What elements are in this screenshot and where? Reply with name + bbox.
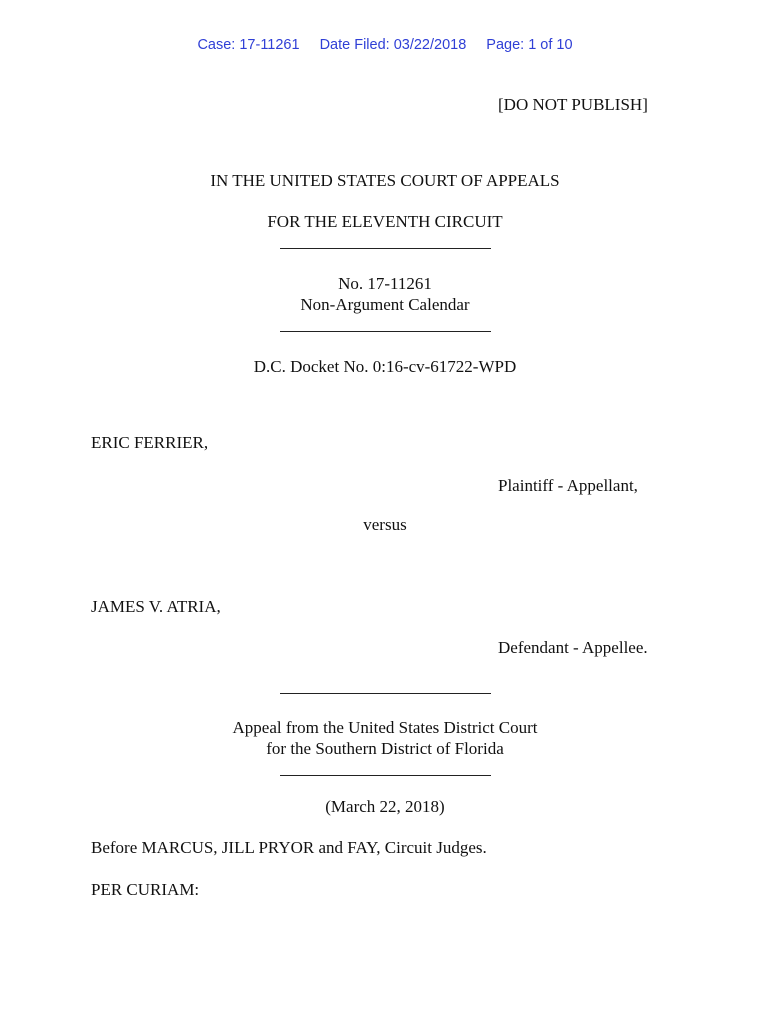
filing-stamp: [0, 37, 770, 53]
court-title: IN THE UNITED STATES COURT OF APPEALS: [210, 171, 560, 190]
district-name: for the Southern District of Florida: [266, 739, 504, 758]
publish-notice: [DO NOT PUBLISH]: [498, 95, 648, 114]
per-curiam-heading: PER CURIAM:: [91, 880, 200, 899]
docket-number: D.C. Docket No. 0:16-cv-61722-WPD: [253, 357, 517, 376]
appeal-origin: Appeal from the United States District Court: [232, 718, 538, 737]
divider-rule: [280, 693, 491, 694]
divider-rule: [280, 248, 491, 249]
decision-date: (March 22, 2018): [325, 797, 445, 816]
defendant-name: JAMES V. ATRIA,: [91, 597, 221, 616]
panel-judges: Before MARCUS, JILL PRYOR and FAY, Circuit Judges.: [91, 838, 487, 857]
divider-rule: [280, 331, 491, 332]
defendant-role: Defendant - Appellee.: [498, 638, 648, 657]
divider-rule: [280, 775, 491, 776]
plaintiff-role: Plaintiff - Appellant,: [498, 476, 638, 495]
page-count-stamp: Page: 1 of 10: [486, 37, 573, 53]
circuit-title: FOR THE ELEVENTH CIRCUIT: [267, 212, 503, 231]
case-number: No. 17-11261: [338, 274, 432, 293]
calendar-type: Non-Argument Calendar: [300, 295, 470, 314]
plaintiff-name: ERIC FERRIER,: [91, 433, 209, 452]
case-number-stamp: Case: 17-11261: [197, 37, 300, 53]
versus-label: versus: [363, 515, 407, 534]
date-filed-stamp: Date Filed: 03/22/2018: [319, 37, 467, 53]
